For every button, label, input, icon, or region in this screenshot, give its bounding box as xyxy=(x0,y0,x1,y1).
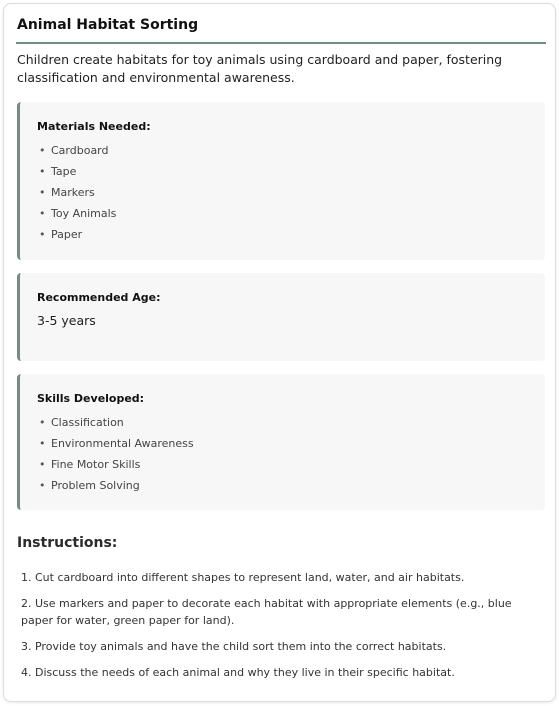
instructions-list xyxy=(21,569,543,690)
skills-list xyxy=(37,412,194,496)
materials-label: Materials Needed: xyxy=(37,120,151,133)
skills-label: Skills Developed: xyxy=(37,392,145,405)
instruction-step: 4. Discuss the needs of each animal and why they live in their specific habitat. xyxy=(21,666,455,679)
list-item: • Toy Animals xyxy=(37,203,116,224)
skills-panel xyxy=(17,374,545,510)
instruction-step: 2. Use markers and paper to decorate each habitat with appropriate elements (e.g., blue paper for water, green paper for land). xyxy=(21,597,512,627)
instruction-step: 3. Provide toy animals and have the child sort them into the correct habitats. xyxy=(21,640,447,653)
age-value: 3-5 years xyxy=(37,313,96,328)
activity-description: Children create habitats for toy animals using cardboard and paper, fostering classification and environmental awareness. xyxy=(17,52,503,85)
activity-card xyxy=(3,3,556,702)
list-item: • Markers xyxy=(37,182,116,203)
instruction-step: 1. Cut cardboard into different shapes to represent land, water, and air habitats. xyxy=(21,571,465,584)
list-item: • Fine Motor Skills xyxy=(37,454,194,475)
activity-title: Animal Habitat Sorting xyxy=(17,17,199,33)
list-item: • Cardboard xyxy=(37,140,116,161)
age-label: Recommended Age: xyxy=(37,291,161,304)
materials-list xyxy=(37,140,116,245)
materials-panel xyxy=(17,102,545,260)
list-item: • Environmental Awareness xyxy=(37,433,194,454)
list-item: • Problem Solving xyxy=(37,475,194,496)
list-item: • Classification xyxy=(37,412,194,433)
list-item: • Paper xyxy=(37,224,116,245)
title-divider xyxy=(16,42,546,44)
list-item: • Tape xyxy=(37,161,116,182)
instructions-heading: Instructions: xyxy=(17,535,118,551)
age-panel xyxy=(17,273,545,361)
